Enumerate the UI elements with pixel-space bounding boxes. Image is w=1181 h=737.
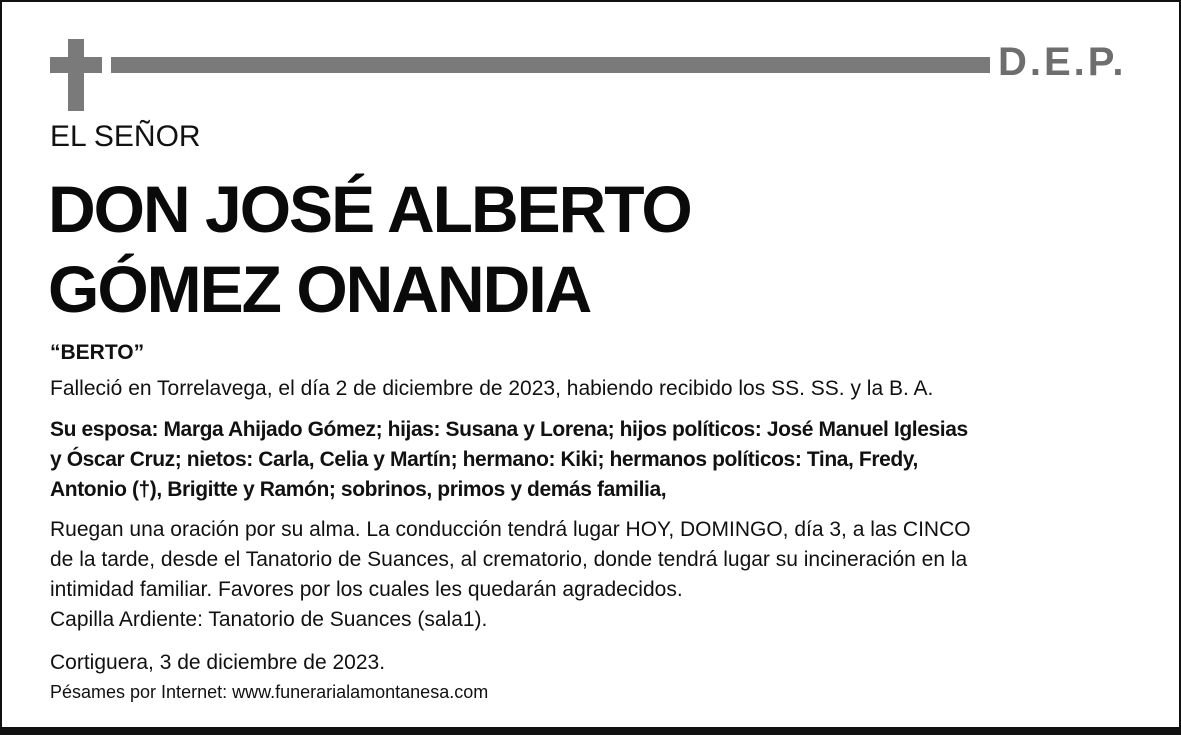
dep-label: D.E.P.: [998, 40, 1127, 84]
death-notice: Falleció en Torrelavega, el día 2 de diciembre de 2023, habiendo recibido los SS. SS. y la B. A.: [50, 377, 934, 400]
ceremony-line: Capilla Ardiente: Tanatorio de Suances (sala1).: [50, 608, 488, 631]
deceased-name: [48, 170, 691, 330]
deceased-title: EL SEÑOR: [50, 120, 201, 153]
condolences-web: Pésames por Internet: www.funerarialamontanesa.com: [50, 682, 489, 702]
family-list: [50, 415, 1150, 505]
ceremony-line: Ruegan una oración por su alma. La conducción tendrá lugar HOY, DOMINGO, día 3, a las CINCO: [50, 518, 971, 541]
ceremony-details: [50, 515, 1150, 635]
ceremony-line: de la tarde, desde el Tanatorio de Suances, al crematorio, donde tendrá lugar su incineración en la: [50, 548, 968, 571]
ceremony-line: intimidad familiar. Favores por los cuales les quedarán agradecidos.: [50, 578, 683, 601]
deceased-name-line-2: GÓMEZ ONANDIA: [48, 252, 591, 326]
family-line: Su esposa: Marga Ahijado Gómez; hijas: Susana y Lorena; hijos políticos: José Manuel Iglesias: [50, 418, 968, 441]
place-date: Cortiguera, 3 de diciembre de 2023.: [50, 651, 386, 674]
header-rule: [111, 57, 990, 73]
cross-icon: [50, 39, 102, 111]
family-line: Antonio (†), Brigitte y Ramón; sobrinos, primos y demás familia,: [50, 478, 667, 501]
deceased-nickname: “BERTO”: [50, 341, 145, 364]
family-line: y Óscar Cruz; nietos: Carla, Celia y Martín; hermano: Kiki; hermanos políticos: Tina, Fredy,: [50, 448, 918, 471]
deceased-name-line-1: DON JOSÉ ALBERTO: [48, 172, 691, 246]
